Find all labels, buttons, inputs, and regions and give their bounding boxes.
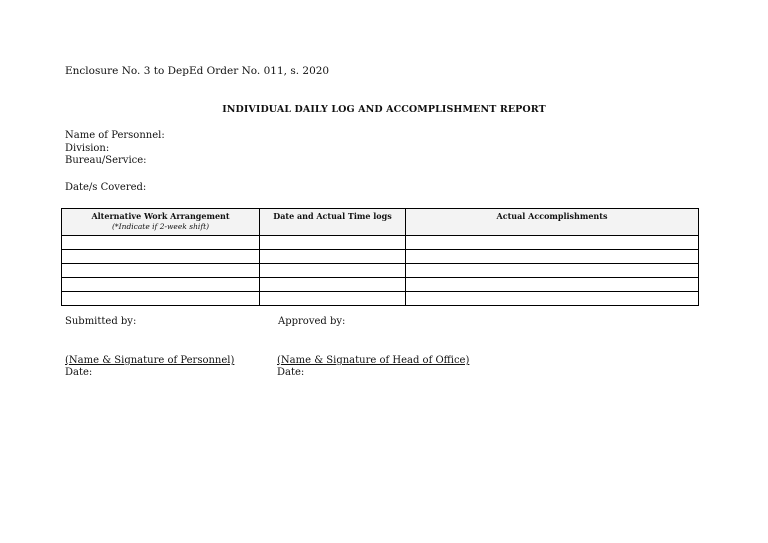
- column-header-label: Actual Accomplishments: [496, 211, 608, 221]
- table-cell[interactable]: [62, 292, 260, 306]
- name-of-personnel-label: Name of Personnel:: [65, 130, 165, 141]
- table-cell[interactable]: [406, 292, 699, 306]
- table-cell[interactable]: [260, 278, 406, 292]
- table-cell[interactable]: [62, 236, 260, 250]
- table-cell[interactable]: [406, 250, 699, 264]
- table-cell[interactable]: [62, 264, 260, 278]
- table-row: [62, 278, 699, 292]
- enclosure-reference: Enclosure No. 3 to DepEd Order No. 011, s. 2020: [65, 65, 330, 77]
- report-title: INDIVIDUAL DAILY LOG AND ACCOMPLISHMENT REPORT: [222, 104, 546, 115]
- submitted-by-label: Submitted by:: [65, 316, 137, 327]
- table-row: [62, 292, 699, 306]
- dates-covered-label: Date/s Covered:: [65, 182, 147, 193]
- column-header-work-arrangement: [62, 209, 260, 236]
- column-header-sublabel: (*Indicate if 2-week shift): [111, 222, 210, 231]
- table-cell[interactable]: [260, 236, 406, 250]
- head-signature-line: (Name & Signature of Head of Office): [277, 355, 470, 366]
- table-cell[interactable]: [62, 250, 260, 264]
- column-header-time-logs: [260, 209, 406, 236]
- bureau-service-label: Bureau/Service:: [65, 155, 147, 166]
- table-row: [62, 250, 699, 264]
- column-header-accomplishments: [406, 209, 699, 236]
- division-label: Division:: [65, 143, 110, 154]
- column-header-label: Date and Actual Time logs: [273, 211, 392, 221]
- column-header-label: Alternative Work Arrangement: [91, 211, 230, 221]
- table-cell[interactable]: [62, 278, 260, 292]
- table-cell[interactable]: [406, 264, 699, 278]
- head-date-label: Date:: [277, 367, 305, 378]
- table-row: [62, 264, 699, 278]
- personnel-signature-line: (Name & Signature of Personnel): [65, 355, 235, 366]
- personnel-date-label: Date:: [65, 367, 93, 378]
- table-cell[interactable]: [406, 278, 699, 292]
- approved-by-label: Approved by:: [278, 316, 346, 327]
- table-cell[interactable]: [260, 264, 406, 278]
- table-cell[interactable]: [260, 250, 406, 264]
- table-cell[interactable]: [260, 292, 406, 306]
- table-row: [62, 236, 699, 250]
- daily-log-table: [61, 208, 699, 306]
- table-cell[interactable]: [406, 236, 699, 250]
- table-header-row: [62, 209, 699, 236]
